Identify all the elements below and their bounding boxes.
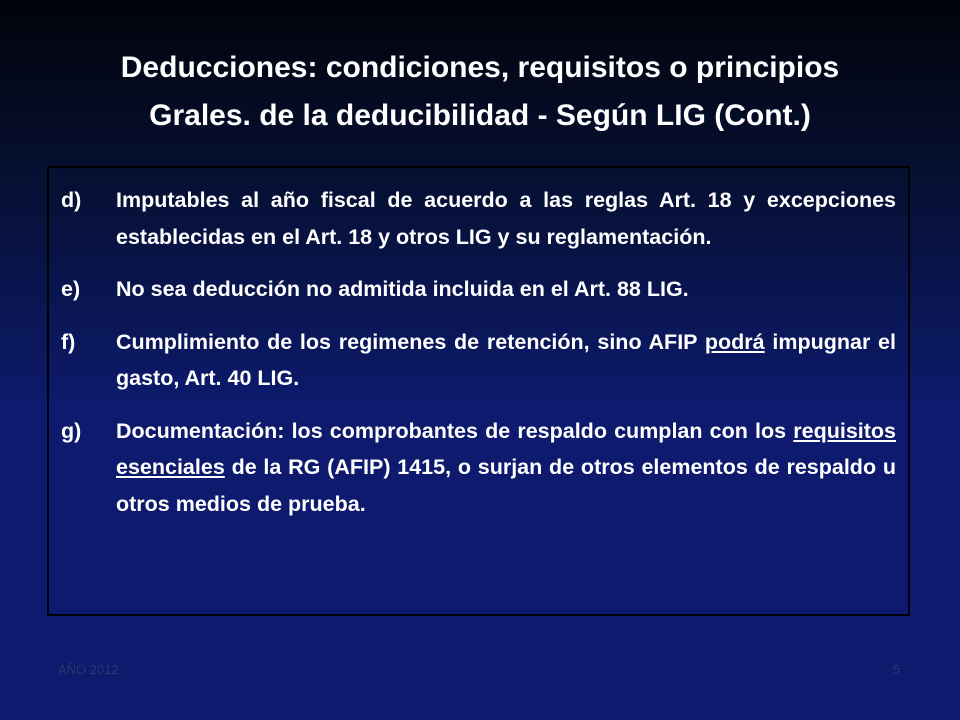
text-segment: Documentación: los comprobantes de respaldo cumplan con los — [116, 418, 794, 443]
list-marker: d) — [61, 188, 82, 212]
list-item-d — [61, 182, 896, 255]
slide-title — [20, 44, 940, 140]
text-segment: de la RG (AFIP) 1415, o surjan de otros elementos de respaldo u otros medios de prueba. — [116, 455, 896, 516]
slide-title-line-2: Grales. de la deducibilidad - Según LIG (Cont.) — [149, 99, 811, 132]
list-item-f — [61, 324, 896, 397]
list-item-text: Imputables al año fiscal de acuerdo a las reglas Art. 18 y excepciones establecidas en el Art. 18 y otros LIG y su reglamentación. — [116, 188, 896, 249]
text-segment: Cumplimiento de los regimenes de retención, sino AFIP — [116, 329, 705, 354]
slide-number: 5 — [892, 662, 900, 677]
footer-year: AÑO 2012 — [58, 662, 119, 677]
list-marker: f) — [61, 329, 76, 354]
list-item-text — [116, 413, 896, 523]
list-marker: g) — [61, 418, 82, 443]
text-segment: impugnar el gasto, Art. 40 LIG. — [116, 329, 896, 390]
content-box — [47, 166, 910, 616]
list-item-text — [116, 324, 896, 397]
underlined-text: podrá — [704, 329, 765, 354]
list-marker: e) — [61, 277, 81, 301]
underlined-text: requisitos esenciales — [116, 418, 896, 479]
list-item-g — [61, 413, 896, 523]
list-item-e — [61, 271, 896, 308]
slide-title-line-1: Deducciones: condiciones, requisitos o principios — [120, 51, 840, 84]
list-item-text: No sea deducción no admitida incluida en el Art. 88 LIG. — [116, 277, 689, 301]
